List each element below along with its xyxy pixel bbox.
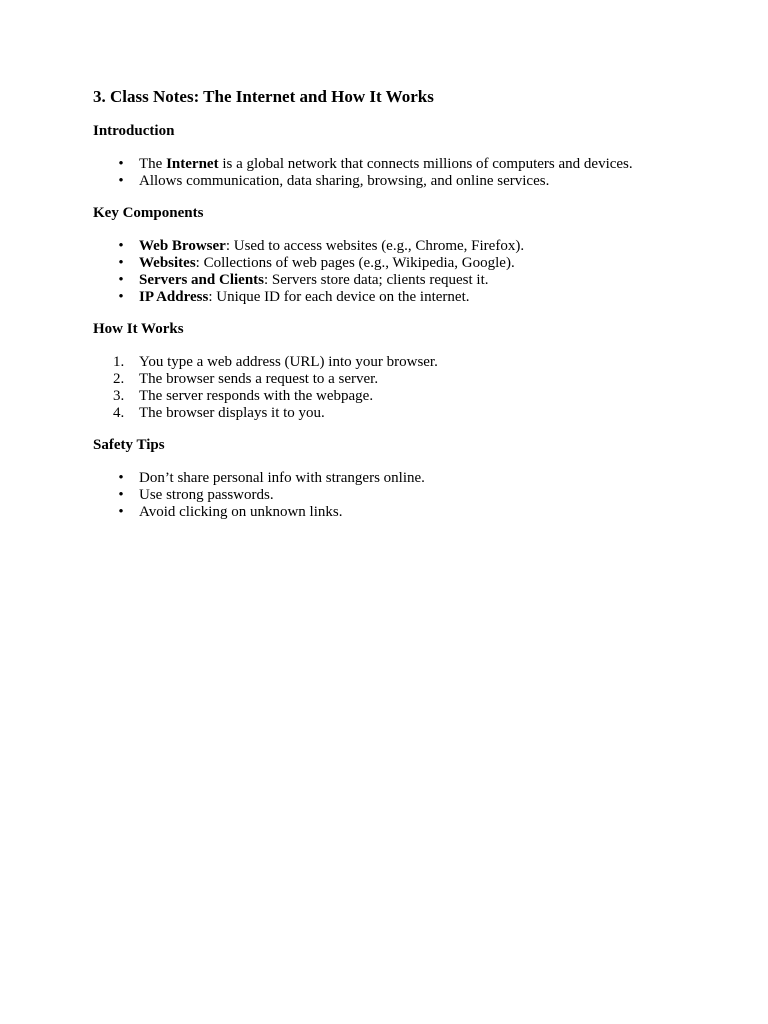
list-item [93, 388, 733, 405]
heading-how-it-works: How It Works [93, 321, 184, 337]
heading-introduction: Introduction [93, 123, 175, 139]
item-text: is a global network that connects millions of computers and devices. [218, 156, 633, 172]
item-text: The server responds with the webpage. [139, 388, 374, 404]
item-text: The browser sends a request to a server. [139, 371, 379, 387]
item-text: Use strong passwords. [139, 487, 274, 503]
list-item [93, 354, 733, 371]
heading-safety-tips: Safety Tips [93, 437, 165, 453]
item-number: 1. [113, 354, 125, 370]
bullet-icon: • [118, 504, 124, 520]
introduction-list [93, 156, 733, 190]
key-components-list [93, 238, 733, 306]
safety-tips-list [93, 470, 733, 521]
list-item [93, 371, 733, 388]
list-item [93, 156, 733, 173]
item-text: : Collections of web pages (e.g., Wikipedia, Google). [195, 255, 515, 271]
item-term: Websites [139, 255, 196, 271]
item-number: 3. [113, 388, 125, 404]
list-item [93, 255, 733, 272]
heading-key-components: Key Components [93, 205, 204, 221]
item-term: Internet [166, 156, 219, 172]
item-text: The browser displays it to you. [139, 405, 325, 421]
document-page [93, 86, 733, 521]
bullet-icon: • [118, 487, 124, 503]
list-item [93, 289, 733, 306]
bullet-icon: • [118, 470, 124, 486]
item-term: Servers and Clients [139, 272, 264, 288]
how-it-works-list [93, 354, 733, 422]
list-item [93, 173, 733, 190]
bullet-icon: • [118, 289, 124, 305]
item-text: Don’t share personal info with strangers online. [139, 470, 425, 486]
page-title: 3. Class Notes: The Internet and How It Works [93, 87, 434, 106]
bullet-icon: • [118, 173, 124, 189]
list-item [93, 504, 733, 521]
list-item [93, 238, 733, 255]
item-term: IP Address [139, 289, 209, 305]
list-item [93, 470, 733, 487]
item-text: You type a web address (URL) into your browser. [139, 354, 438, 370]
bullet-icon: • [118, 238, 124, 254]
item-text: : Servers store data; clients request it. [264, 272, 489, 288]
item-number: 4. [113, 405, 125, 421]
item-text: : Unique ID for each device on the internet. [208, 289, 470, 305]
item-term: Web Browser [139, 238, 226, 254]
list-item [93, 487, 733, 504]
list-item [93, 405, 733, 422]
bullet-icon: • [118, 272, 124, 288]
item-number: 2. [113, 371, 125, 387]
item-text: Allows communication, data sharing, browsing, and online services. [139, 173, 550, 189]
bullet-icon: • [118, 156, 124, 172]
list-item [93, 272, 733, 289]
item-pre: The [139, 156, 167, 172]
item-text: Avoid clicking on unknown links. [139, 504, 343, 520]
item-text: : Used to access websites (e.g., Chrome, Firefox). [225, 238, 525, 254]
bullet-icon: • [118, 255, 124, 271]
